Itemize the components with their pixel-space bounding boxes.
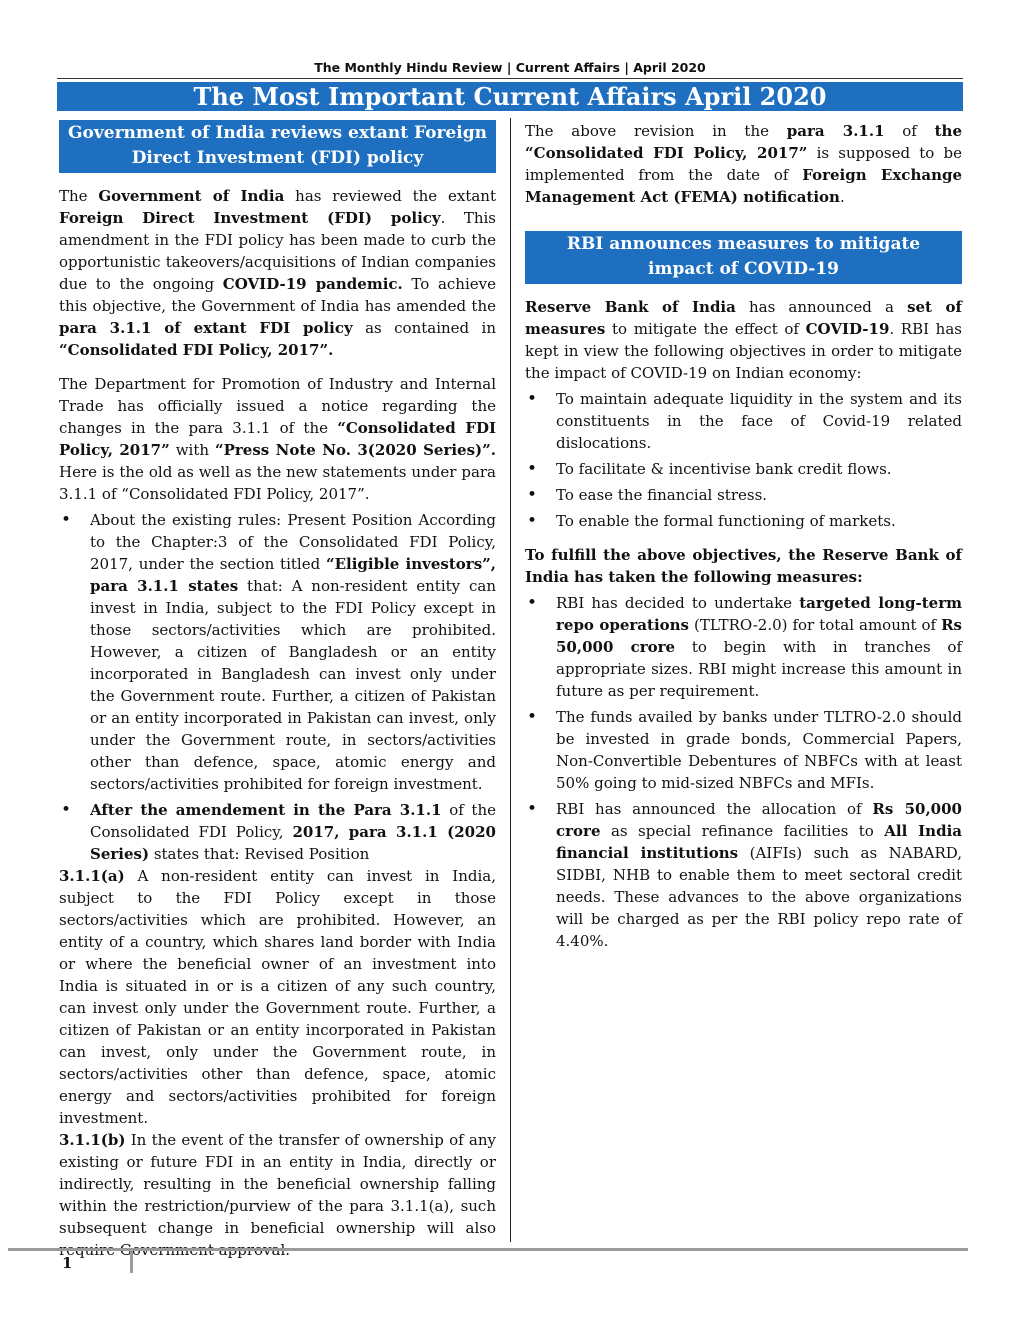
bold-text: To fulfill the above objectives, the Reserve Bank of India has taken the following measures: [525, 546, 962, 586]
bold-text: COVID-19 pandemic. [222, 275, 403, 293]
para-3-1-1-b [59, 1129, 496, 1261]
rbi-intro-paragraph [525, 296, 962, 384]
bold-text: set of measures [525, 298, 963, 338]
footer-rule [8, 1248, 968, 1251]
text-run: has announced a [735, 298, 908, 316]
bullet-item [525, 510, 962, 532]
bold-text: “Consolidated FDI Policy, 2017” [59, 419, 496, 459]
bold-text: 2017, para 3.1.1 (2020 Series) [90, 823, 496, 863]
text-run: has reviewed the extant [284, 187, 496, 205]
rbi-objectives-list [525, 388, 962, 532]
fdi-rules-list [59, 509, 496, 865]
dpiit-notice-paragraph [59, 373, 496, 505]
text-run: . RBI has kept in view the following objectives in order to mitigate the impact of COVID-19 on Indian economy: [525, 320, 962, 382]
text-run: (TLTRO-2.0) for total amount of [689, 616, 942, 634]
bold-text: Foreign Direct Investment (FDI) policy [59, 209, 441, 227]
bullet-item [525, 706, 962, 794]
para-3-1-1-a [59, 865, 496, 1129]
text-run: RBI has decided to undertake [556, 594, 800, 612]
bullet-item [59, 799, 496, 865]
left-column [59, 120, 496, 1261]
bold-text: Rs 50,000 crore [556, 800, 962, 840]
text-run: A non-resident entity can invest in India, subject to the FDI Policy except in those sectors/activities which are prohibited. However, an entity of a country, which shares land border with India or where the beneficial owner of an investment into India is situated in or is a citizen of any such country, can invest only under the Government route. Further, a citizen of Pakistan or an entity incorporated in Pakistan can invest, only under the Government route, in sectors/activities other than defence, space, atomic energy and sectors/activities prohibited for foreign investment. [59, 867, 496, 1127]
fdi-revision-paragraph [525, 120, 962, 208]
bullet-item [525, 798, 962, 952]
bold-text: para 3.1.1 of extant FDI policy [59, 319, 353, 337]
text-run: with [169, 441, 215, 459]
page-title-banner: The Most Important Current Affairs April 2020 [57, 82, 963, 111]
column-divider [510, 118, 511, 1242]
text-run: To maintain adequate liquidity in the system and its constituents in the face of Covid-19 related dislocations. [556, 390, 962, 452]
bold-text: All India financial institutions [556, 822, 962, 862]
rbi-measures-heading [525, 544, 962, 588]
bullet-item [525, 458, 962, 480]
bold-text: “Consolidated FDI Policy, 2017”. [59, 341, 334, 359]
text-run: to mitigate the effect of [605, 320, 806, 338]
section-title-fdi: Government of India reviews extant Foreign Direct Investment (FDI) policy [59, 120, 496, 173]
bold-text: Reserve Bank of India [525, 298, 736, 316]
text-run: To achieve this objective, the Government of India has amended the [59, 275, 496, 315]
text-run: The above revision in the [525, 122, 787, 140]
bold-text: Foreign Exchange Management Act (FEMA) notification [525, 166, 963, 206]
text-run: as special refinance facilities to [600, 822, 885, 840]
text-run: is supposed to be implemented from the date of [525, 144, 963, 184]
bold-text: “Press Note No. 3(2020 Series)”. [214, 441, 496, 459]
right-column [525, 120, 962, 952]
text-run: The [59, 187, 99, 205]
bold-text: Rs 50,000 crore [556, 616, 962, 656]
text-run: RBI has announced the allocation of [556, 800, 873, 818]
text-run: states that: Revised Position [149, 845, 370, 863]
footer-tick [130, 1251, 133, 1273]
text-run: The funds availed by banks under TLTRO-2.0 should be invested in grade bonds, Commercial Papers, Non-Convertible Debentures of NBFCs with at least 50% going to mid-sized NBFCs and MFIs. [556, 708, 962, 792]
bold-text: “Eligible investors”, para 3.1.1 states [90, 555, 496, 595]
rbi-measures-list [525, 592, 962, 952]
bullet-item [525, 592, 962, 702]
text-run: To facilitate & incentivise bank credit flows. [556, 460, 892, 478]
bold-text: the “Consolidated FDI Policy, 2017” [525, 122, 962, 162]
bullet-item [525, 484, 962, 506]
bold-text: 3.1.1(a) [59, 867, 125, 885]
running-header: The Monthly Hindu Review | Current Affairs | April 2020 [314, 60, 706, 75]
bold-text: Government of India [98, 187, 285, 205]
text-run: Here is the old as well as the new statements under para 3.1.1 of “Consolidated FDI Policy, 2017”. [59, 463, 496, 503]
text-run: to begin with in tranches of appropriate sizes. RBI might increase this amount in future as per requirement. [556, 638, 962, 700]
text-run: . This amendment in the FDI policy has been made to curb the opportunistic takeovers/acquisitions of Indian companies due to the ongoing [59, 209, 497, 293]
text-run: To enable the formal functioning of markets. [556, 512, 896, 530]
text-run: In the event of the transfer of ownership of any existing or future FDI in an entity in India, directly or indirectly, resulting in the beneficial ownership falling within the restriction/purview of the para 3.1.1(a), such subsequent change in beneficial ownership will also [59, 1131, 496, 1237]
text-run: (AIFIs) such as NABARD, SIDBI, NHB to enable them to meet sectoral credit needs. These advances to the above organizations will be charged as per the RBI policy repo rate of 4.40%. [556, 844, 962, 950]
section-title-rbi: RBI announces measures to mitigate impact of COVID-19 [525, 231, 962, 284]
page-number: 1 [62, 1254, 73, 1272]
text-run: of [884, 122, 935, 140]
text-run: of the Consolidated FDI Policy, [90, 801, 496, 841]
bold-text: After the amendement in the Para 3.1.1 [90, 801, 442, 819]
bold-text: COVID-19 [805, 320, 890, 338]
bold-text: para 3.1.1 [786, 122, 885, 140]
bold-text: targeted long-term repo operations [556, 594, 962, 634]
text-run: The Department for Promotion of Industry and Internal Trade has officially issued a notice regarding the changes in the para 3.1.1 of the [59, 375, 496, 437]
fdi-intro-paragraph [59, 185, 496, 361]
header-rule [57, 78, 963, 79]
bullet-item [59, 509, 496, 795]
text-run: that: A non-resident entity can invest in India, subject to the FDI Policy except in those sectors/activities which are prohibited. However, a citizen of Bangladesh or an entity incorporated in Bangladesh can invest only under the Government route. Further, a citizen of Pakistan or an entity incorporated in Pakistan can invest, only under the Government route, in sectors/activities other than defence, space, atomic energy and sectors/activities prohibited for foreign investment. [90, 577, 496, 793]
text-run: . [839, 188, 845, 206]
text-run: as contained in [352, 319, 496, 337]
text-run: To ease the financial stress. [556, 486, 768, 504]
bullet-item [525, 388, 962, 454]
bold-text: 3.1.1(b) [59, 1131, 126, 1149]
text-run: About the existing rules: Present Position According to the Chapter:3 of the Consolidated FDI Policy, 2017, under the section titled [90, 511, 496, 573]
